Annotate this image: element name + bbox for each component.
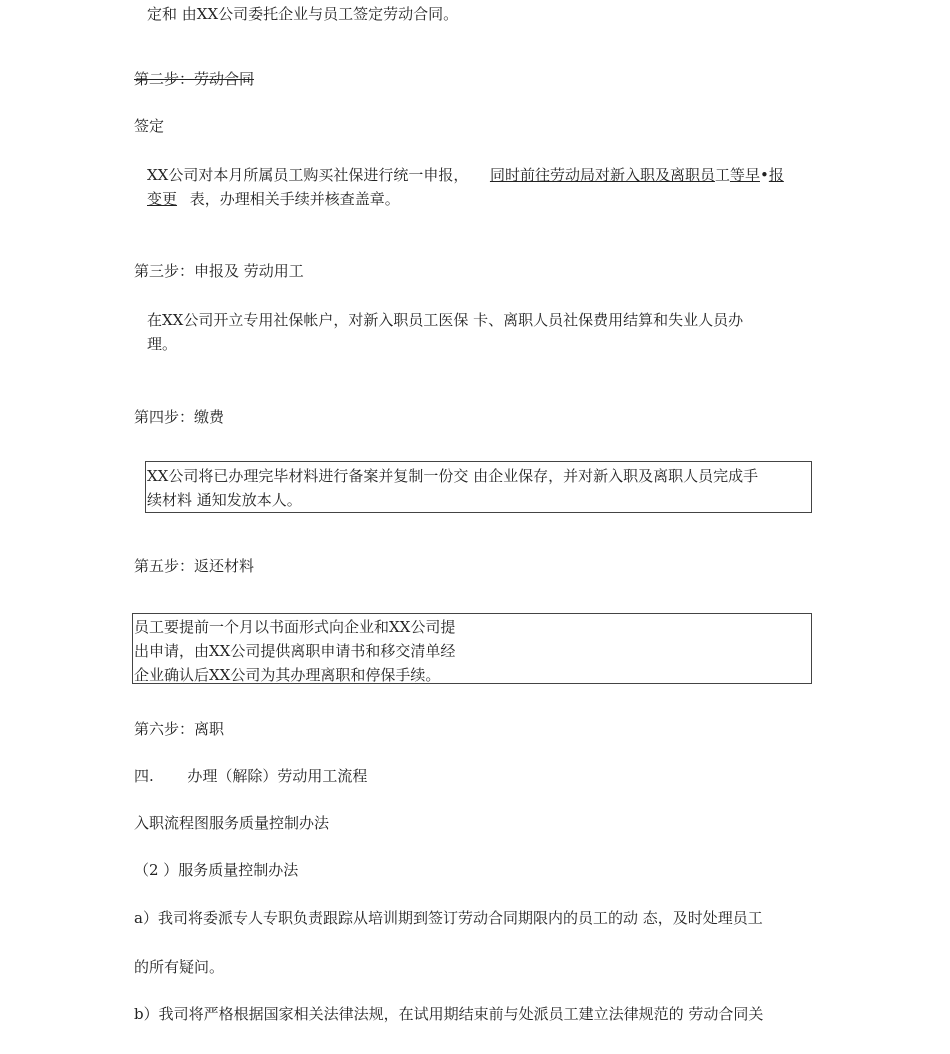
text-line: 在XX公司开立专用社保帐户，对新入职员工医保 卡、离职人员社保费用结算和失业人员办 [147, 311, 744, 329]
step-5-heading: 第五步：返还材料 [134, 557, 255, 575]
step-4-heading: 第四步：缴费 [134, 408, 225, 426]
text-segment: XX公司对本月所属员工购买社保进行统一申报， [147, 166, 469, 184]
box-text-line: 企业确认后XX公司为其办理离职和停保手续。 [134, 666, 441, 684]
box-text-line: 续材料 通知发放本人。 [147, 491, 302, 509]
section-number: 四. [134, 767, 154, 785]
text-line: 定和 由XX公司委托企业与员工签定劳动合同。 [147, 5, 459, 23]
box-text-line: 员工要提前一个月以书面形式向企业和XX公司提 [134, 618, 456, 636]
underlined-text: 同时前往劳动局对新入职及离职员 [489, 166, 715, 184]
step-6-heading: 第六步：离职 [134, 720, 225, 738]
step-5-box [132, 613, 812, 684]
underlined-text: 变更 [147, 190, 178, 208]
text-line: 签定 [134, 117, 165, 135]
subsection-heading: （2 ）服务质量控制办法 [134, 861, 299, 879]
step-4-box [145, 461, 812, 513]
step-2-heading: 第二步：劳动合同 [134, 70, 255, 88]
text-line: 理。 [147, 335, 178, 353]
box-text-line: 出申请，由XX公司提供离职申请书和移交清单经 [134, 642, 456, 660]
text-segment: 工 [714, 166, 730, 184]
step-3-heading: 第三步：申报及 劳动用工 [134, 262, 304, 280]
underlined-text: 等早 [729, 166, 760, 184]
paragraph-a-line: 的所有疑问。 [134, 958, 225, 976]
paragraph-b-line: b）我司将严格根据国家相关法律法规，在试用期结束前与处派员工建立法律规范的 劳动合同关 [134, 1005, 764, 1023]
text-line [147, 187, 400, 211]
underlined-text: 报 [768, 166, 784, 184]
text-segment: 表，办理相关手续并核查盖章。 [189, 190, 400, 208]
section-title: 办理（解除）劳动用工流程 [187, 767, 368, 785]
bullet-glyph: • [759, 166, 769, 184]
paragraph-a-line: a）我司将委派专人专职负责跟踪从培训期到签订劳动合同期限内的员工的动 态，及时处理员工 [134, 909, 763, 927]
text-line: 入职流程图服务质量控制办法 [134, 814, 330, 832]
section-4-heading [134, 764, 367, 788]
text-line [147, 163, 784, 187]
box-text-line: XX公司将已办理完毕材料进行备案并复制一份交 由企业保存，并对新入职及离职人员完成手 [147, 467, 759, 485]
